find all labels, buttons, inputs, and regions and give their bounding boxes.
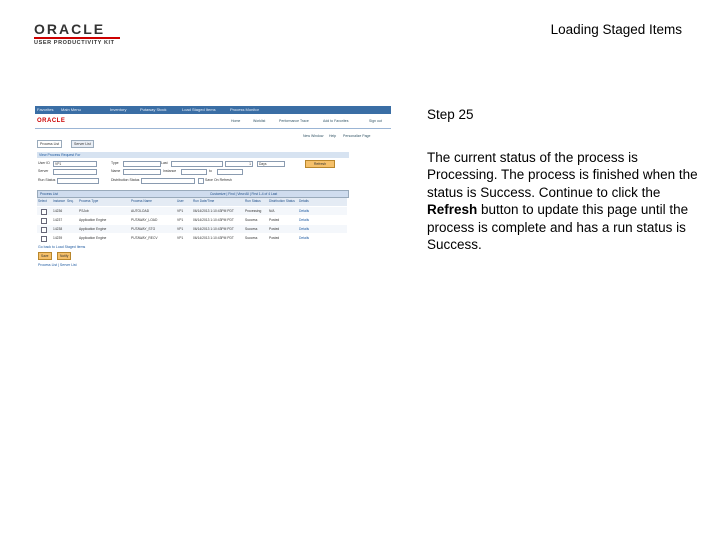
run-status-select[interactable] bbox=[57, 178, 99, 184]
type-label: Type bbox=[111, 161, 119, 165]
tab-server-list[interactable]: Server List bbox=[71, 140, 94, 148]
screenshot-thumbnail bbox=[35, 103, 391, 273]
home-link[interactable]: Home bbox=[231, 119, 241, 123]
row-process-name: PUTAWAY_RECV bbox=[131, 236, 158, 240]
server-select[interactable] bbox=[53, 169, 97, 175]
oracle-upk-logo bbox=[34, 22, 130, 48]
row-instance: 14237 bbox=[53, 218, 63, 222]
row-instance: 14236 bbox=[53, 209, 63, 213]
tab-process-list[interactable]: Process List bbox=[37, 140, 62, 148]
col-details: Details bbox=[299, 199, 309, 203]
row-instance: 14239 bbox=[53, 236, 63, 240]
row-select-checkbox[interactable] bbox=[41, 218, 47, 224]
new-window-link[interactable]: New Window bbox=[303, 134, 324, 138]
col-process-name[interactable]: Process Name bbox=[131, 199, 152, 203]
nav-breadcrumb-bar bbox=[35, 106, 391, 114]
table-row bbox=[37, 207, 347, 215]
row-select-checkbox[interactable] bbox=[41, 236, 47, 242]
row-run-status: Success bbox=[245, 236, 258, 240]
row-details-link[interactable]: Details bbox=[299, 218, 310, 222]
col-run-date[interactable]: Run Date/Time bbox=[193, 199, 215, 203]
row-run-status: Success bbox=[245, 218, 258, 222]
row-run-status: Processing bbox=[245, 209, 262, 213]
last-label: Last bbox=[161, 161, 168, 165]
save-button[interactable]: Save bbox=[38, 252, 52, 260]
breadcrumb-item[interactable]: Process Monitor bbox=[230, 107, 259, 112]
breadcrumb-item[interactable]: Load Staged Items bbox=[182, 107, 216, 112]
row-details-link[interactable]: Details bbox=[299, 209, 310, 213]
user-id-label: User ID bbox=[38, 161, 50, 165]
last-select[interactable] bbox=[171, 161, 223, 167]
save-on-refresh-label: Save On Refresh bbox=[205, 178, 232, 182]
logo-wordmark: ORACLE bbox=[34, 21, 106, 37]
col-select: Select bbox=[38, 199, 47, 203]
breadcrumb-item[interactable]: Favorites bbox=[37, 107, 54, 112]
row-process-type: PSJob bbox=[79, 209, 89, 213]
worklist-link[interactable]: Worklist bbox=[253, 119, 266, 123]
grid-nav[interactable]: Customize | Find | View All | First 1-4 of 4 Last bbox=[210, 192, 278, 196]
row-distribution-status: Posted bbox=[269, 218, 280, 222]
save-on-refresh-checkbox[interactable] bbox=[198, 178, 204, 184]
table-row bbox=[37, 225, 347, 233]
row-details-link[interactable]: Details bbox=[299, 227, 310, 231]
description-part-2: button to update this page until the process is complete and has a run status is Success. bbox=[427, 202, 689, 253]
header-divider bbox=[35, 128, 391, 129]
row-process-type: Application Engine bbox=[79, 236, 107, 240]
performance-trace-link[interactable]: Performance Trace bbox=[279, 119, 309, 123]
breadcrumb-item[interactable]: Inventory bbox=[110, 107, 127, 112]
name-input[interactable] bbox=[123, 169, 161, 175]
footer-links[interactable]: Process List | Server List bbox=[38, 263, 77, 267]
col-user[interactable]: User bbox=[177, 199, 184, 203]
row-select-checkbox[interactable] bbox=[41, 227, 47, 233]
table-row bbox=[37, 234, 347, 242]
row-distribution-status: Posted bbox=[269, 236, 280, 240]
server-label: Server bbox=[38, 169, 49, 173]
logo-divider bbox=[34, 37, 120, 39]
grid-column-headers bbox=[37, 198, 347, 206]
row-process-type: Application Engine bbox=[79, 218, 107, 222]
row-run-date: 06/14/2013 1:10:43PM PDT bbox=[193, 236, 234, 240]
row-user: VP1 bbox=[177, 218, 184, 222]
logo-tagline: USER PRODUCTIVITY KIT bbox=[34, 40, 115, 46]
help-link[interactable]: Help bbox=[329, 134, 337, 138]
instance-from-input[interactable] bbox=[181, 169, 207, 175]
row-run-date: 06/14/2013 1:10:43PM PDT bbox=[193, 209, 234, 213]
table-row bbox=[37, 216, 347, 224]
sign-out-link[interactable]: Sign out bbox=[369, 119, 382, 123]
add-to-favorites-link[interactable]: Add to Favorites bbox=[323, 119, 349, 123]
distribution-status-label: Distribution Status bbox=[111, 178, 140, 182]
go-back-link[interactable]: Go back to Load Staged Items bbox=[38, 245, 86, 249]
row-user: VP1 bbox=[177, 209, 184, 213]
row-distribution-status: Posted bbox=[269, 227, 280, 231]
view-request-panel-title: View Process Request For bbox=[37, 152, 349, 158]
step-label: Step 25 bbox=[427, 107, 474, 122]
col-process-type[interactable]: Process Type bbox=[79, 199, 99, 203]
row-run-date: 06/14/2013 1:10:43PM PDT bbox=[193, 227, 234, 231]
personalize-page-link[interactable]: Personalize Page bbox=[343, 134, 371, 138]
refresh-button[interactable]: Refresh bbox=[305, 160, 335, 168]
run-status-label: Run Status bbox=[38, 178, 56, 182]
row-run-date: 06/14/2013 1:10:43PM PDT bbox=[193, 218, 234, 222]
row-process-type: Application Engine bbox=[79, 227, 107, 231]
breadcrumb-item[interactable]: Putaway Stock bbox=[140, 107, 167, 112]
col-run-status[interactable]: Run Status bbox=[245, 199, 261, 203]
col-instance[interactable]: Instance bbox=[53, 199, 66, 203]
last-value-input[interactable]: 1 bbox=[225, 161, 253, 167]
days-select[interactable]: Days bbox=[257, 161, 285, 167]
instance-label: Instance bbox=[163, 169, 177, 173]
row-details-link[interactable]: Details bbox=[299, 236, 310, 240]
instance-to-input[interactable] bbox=[217, 169, 243, 175]
col-distribution-status[interactable]: Distribution Status bbox=[269, 199, 295, 203]
row-instance: 14238 bbox=[53, 227, 63, 231]
name-label: Name bbox=[111, 169, 121, 173]
row-process-name: AUTOLOAD bbox=[131, 209, 150, 213]
step-description bbox=[427, 149, 709, 253]
type-select[interactable] bbox=[123, 161, 161, 167]
row-distribution-status: N/A bbox=[269, 209, 275, 213]
description-bold: Refresh bbox=[427, 202, 478, 218]
description-part-1: The current status of the process is Processing. The process is finished when the status is Success. Continue to click the bbox=[427, 150, 698, 200]
grid-title: Process List bbox=[40, 192, 58, 196]
to-label: to bbox=[209, 169, 212, 173]
row-run-status: Success bbox=[245, 227, 258, 231]
breadcrumb-item[interactable]: Main Menu bbox=[61, 107, 81, 112]
app-logo: ORACLE bbox=[37, 118, 66, 124]
row-process-name: PUTAWAY_LOAD bbox=[131, 218, 158, 222]
col-seq[interactable]: Seq. bbox=[67, 199, 74, 203]
row-process-name: PUTAWAY_STG bbox=[131, 227, 156, 231]
row-user: VP1 bbox=[177, 236, 184, 240]
distribution-status-select[interactable] bbox=[141, 178, 195, 184]
process-list-grid-header bbox=[37, 190, 349, 198]
user-id-input[interactable]: VP1 bbox=[53, 161, 97, 167]
document-title: Loading Staged Items bbox=[550, 22, 682, 37]
row-select-checkbox[interactable] bbox=[41, 209, 47, 215]
notify-button[interactable]: Notify bbox=[57, 252, 71, 260]
row-user: VP1 bbox=[177, 227, 184, 231]
